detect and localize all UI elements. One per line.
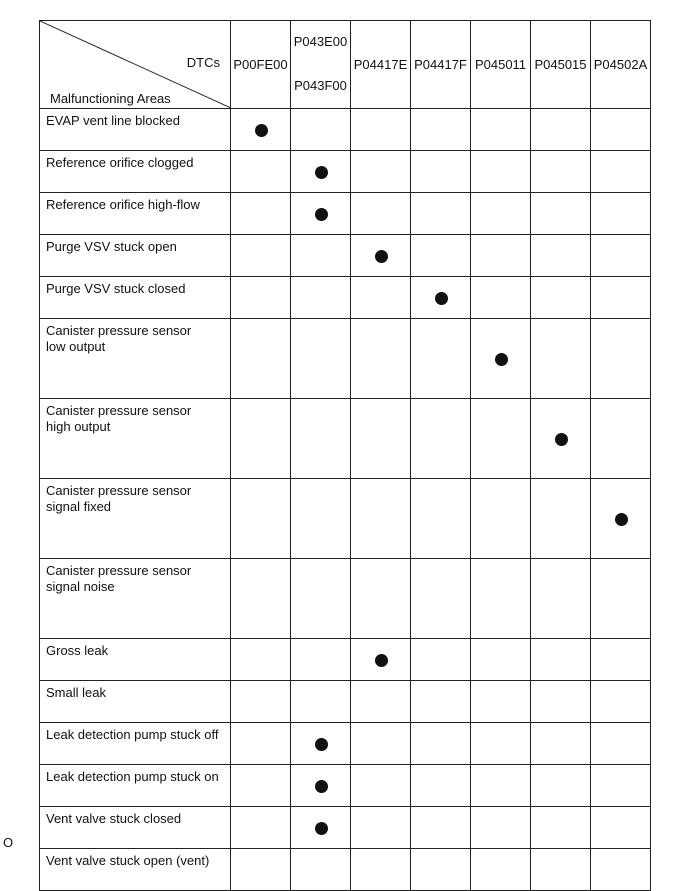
table-row (40, 193, 651, 235)
matrix-cell (231, 109, 291, 151)
matrix-cell (411, 849, 471, 891)
table-row (40, 849, 651, 891)
malfunction-area-cell: Small leak (40, 681, 231, 723)
matrix-cell (591, 681, 651, 723)
malfunction-area-cell: Gross leak (40, 639, 231, 681)
matrix-cell (231, 399, 291, 479)
matrix-cell (411, 723, 471, 765)
matrix-cell (411, 235, 471, 277)
matrix-cell (351, 765, 411, 807)
matrix-cell (351, 479, 411, 559)
matrix-cell (531, 765, 591, 807)
malfunction-area-cell: EVAP vent line blocked (40, 109, 231, 151)
matrix-cell (471, 723, 531, 765)
malfunction-area-cell: Canister pressure sensor signal fixed (40, 479, 231, 559)
matrix-cell (351, 319, 411, 399)
malfunction-area-cell: Vent valve stuck open (vent) (40, 849, 231, 891)
table-row (40, 681, 651, 723)
matrix-cell (471, 479, 531, 559)
matrix-cell (291, 193, 351, 235)
matrix-cell (291, 807, 351, 849)
matrix-cell (291, 559, 351, 639)
matrix-cell (411, 807, 471, 849)
matrix-cell (291, 399, 351, 479)
malfunction-area-cell: Reference orifice clogged (40, 151, 231, 193)
matrix-cell (591, 559, 651, 639)
matrix-cell (411, 151, 471, 193)
applicable-dot-icon (315, 822, 328, 835)
matrix-cell (471, 235, 531, 277)
matrix-cell (351, 849, 411, 891)
matrix-cell (531, 399, 591, 479)
matrix-cell (531, 559, 591, 639)
matrix-cell (471, 765, 531, 807)
dtcs-label: DTCs (186, 55, 220, 70)
matrix-cell (231, 681, 291, 723)
matrix-cell (471, 559, 531, 639)
table-row (40, 399, 651, 479)
table-row (40, 235, 651, 277)
matrix-cell (411, 109, 471, 151)
matrix-cell (531, 193, 591, 235)
matrix-cell (591, 479, 651, 559)
matrix-cell (231, 479, 291, 559)
matrix-cell (591, 639, 651, 681)
malfunction-area-cell: Leak detection pump stuck on (40, 765, 231, 807)
dtc-header: P045011 (471, 21, 531, 109)
matrix-cell (591, 765, 651, 807)
table-row (40, 639, 651, 681)
matrix-cell (411, 765, 471, 807)
matrix-cell (471, 277, 531, 319)
matrix-cell (411, 193, 471, 235)
matrix-cell (231, 235, 291, 277)
matrix-cell (531, 807, 591, 849)
table-row (40, 559, 651, 639)
matrix-cell (351, 639, 411, 681)
malfunction-area-cell: Canister pressure sensor signal noise (40, 559, 231, 639)
malfunction-area-cell: Purge VSV stuck closed (40, 277, 231, 319)
matrix-cell (591, 235, 651, 277)
matrix-cell (471, 849, 531, 891)
applicable-dot-icon (255, 124, 268, 137)
applicable-dot-icon (315, 166, 328, 179)
applicable-dot-icon (315, 780, 328, 793)
malfunction-area-cell: Canister pressure sensor high output (40, 399, 231, 479)
malfunction-area-cell: Leak detection pump stuck off (40, 723, 231, 765)
matrix-cell (351, 151, 411, 193)
matrix-cell (231, 639, 291, 681)
matrix-cell (411, 639, 471, 681)
matrix-cell (471, 319, 531, 399)
matrix-cell (351, 807, 411, 849)
matrix-cell (291, 681, 351, 723)
matrix-cell (231, 193, 291, 235)
matrix-cell (531, 151, 591, 193)
applicable-dot-icon (615, 513, 628, 526)
matrix-cell (471, 109, 531, 151)
matrix-cell (291, 723, 351, 765)
matrix-cell (411, 399, 471, 479)
matrix-cell (471, 399, 531, 479)
matrix-cell (351, 559, 411, 639)
table-row (40, 807, 651, 849)
matrix-cell (591, 193, 651, 235)
matrix-cell (351, 193, 411, 235)
matrix-cell (231, 765, 291, 807)
matrix-cell (231, 277, 291, 319)
matrix-cell (351, 277, 411, 319)
corner-header (40, 21, 231, 109)
matrix-cell (291, 277, 351, 319)
table-row (40, 479, 651, 559)
dtc-header-pair (291, 21, 351, 109)
matrix-cell (291, 151, 351, 193)
applicable-dot-icon (375, 250, 388, 263)
matrix-cell (291, 109, 351, 151)
matrix-cell (291, 479, 351, 559)
matrix-cell (351, 109, 411, 151)
matrix-cell (591, 399, 651, 479)
matrix-cell (291, 235, 351, 277)
matrix-cell (531, 479, 591, 559)
matrix-cell (351, 235, 411, 277)
matrix-cell (591, 151, 651, 193)
matrix-cell (531, 319, 591, 399)
matrix-cell (591, 807, 651, 849)
dtc-matrix-table (39, 20, 651, 891)
matrix-cell (411, 559, 471, 639)
matrix-cell (531, 235, 591, 277)
matrix-cell (531, 723, 591, 765)
table-row (40, 765, 651, 807)
matrix-cell (351, 723, 411, 765)
matrix-cell (231, 319, 291, 399)
applicable-dot-icon (555, 433, 568, 446)
matrix-cell (531, 849, 591, 891)
matrix-cell (591, 277, 651, 319)
matrix-cell (591, 109, 651, 151)
table-row (40, 151, 651, 193)
matrix-cell (351, 681, 411, 723)
matrix-cell (531, 681, 591, 723)
matrix-cell (231, 849, 291, 891)
matrix-cell (291, 319, 351, 399)
matrix-cell (231, 559, 291, 639)
matrix-cell (471, 681, 531, 723)
matrix-cell (291, 849, 351, 891)
matrix-cell (531, 639, 591, 681)
matrix-cell (411, 681, 471, 723)
matrix-cell (471, 193, 531, 235)
applicable-dot-icon (495, 353, 508, 366)
matrix-cell (591, 849, 651, 891)
matrix-cell (471, 639, 531, 681)
dtc-header: P04417F (411, 21, 471, 109)
malfunction-area-cell: Vent valve stuck closed (40, 807, 231, 849)
dtc-header: P043F00 (294, 78, 347, 93)
malfunction-area-cell: Reference orifice high-flow (40, 193, 231, 235)
applicable-dot-icon (315, 738, 328, 751)
matrix-cell (411, 479, 471, 559)
matrix-cell (291, 765, 351, 807)
malfunction-area-cell: Canister pressure sensor low output (40, 319, 231, 399)
dtc-header: P04502A (591, 21, 651, 109)
matrix-cell (411, 277, 471, 319)
matrix-cell (471, 807, 531, 849)
matrix-cell (411, 319, 471, 399)
table-row (40, 277, 651, 319)
applicable-dot-icon (435, 292, 448, 305)
matrix-cell (591, 723, 651, 765)
applicable-dot-icon (315, 208, 328, 221)
matrix-cell (591, 319, 651, 399)
matrix-cell (531, 277, 591, 319)
malfunction-area-cell: Purge VSV stuck open (40, 235, 231, 277)
dtc-header: P043E00 (293, 34, 348, 49)
matrix-cell (291, 639, 351, 681)
dtc-header: P045015 (531, 21, 591, 109)
dtc-header: P04417E (351, 21, 411, 109)
matrix-cell (351, 399, 411, 479)
table-row (40, 319, 651, 399)
matrix-cell (231, 807, 291, 849)
matrix-cell (471, 151, 531, 193)
table-row (40, 109, 651, 151)
matrix-cell (531, 109, 591, 151)
footnote: O (3, 835, 14, 850)
areas-label: Malfunctioning Areas (50, 91, 171, 106)
matrix-cell (231, 723, 291, 765)
dtc-header: P00FE00 (231, 21, 291, 109)
applicable-dot-icon (375, 654, 388, 667)
matrix-cell (231, 151, 291, 193)
table-row (40, 723, 651, 765)
